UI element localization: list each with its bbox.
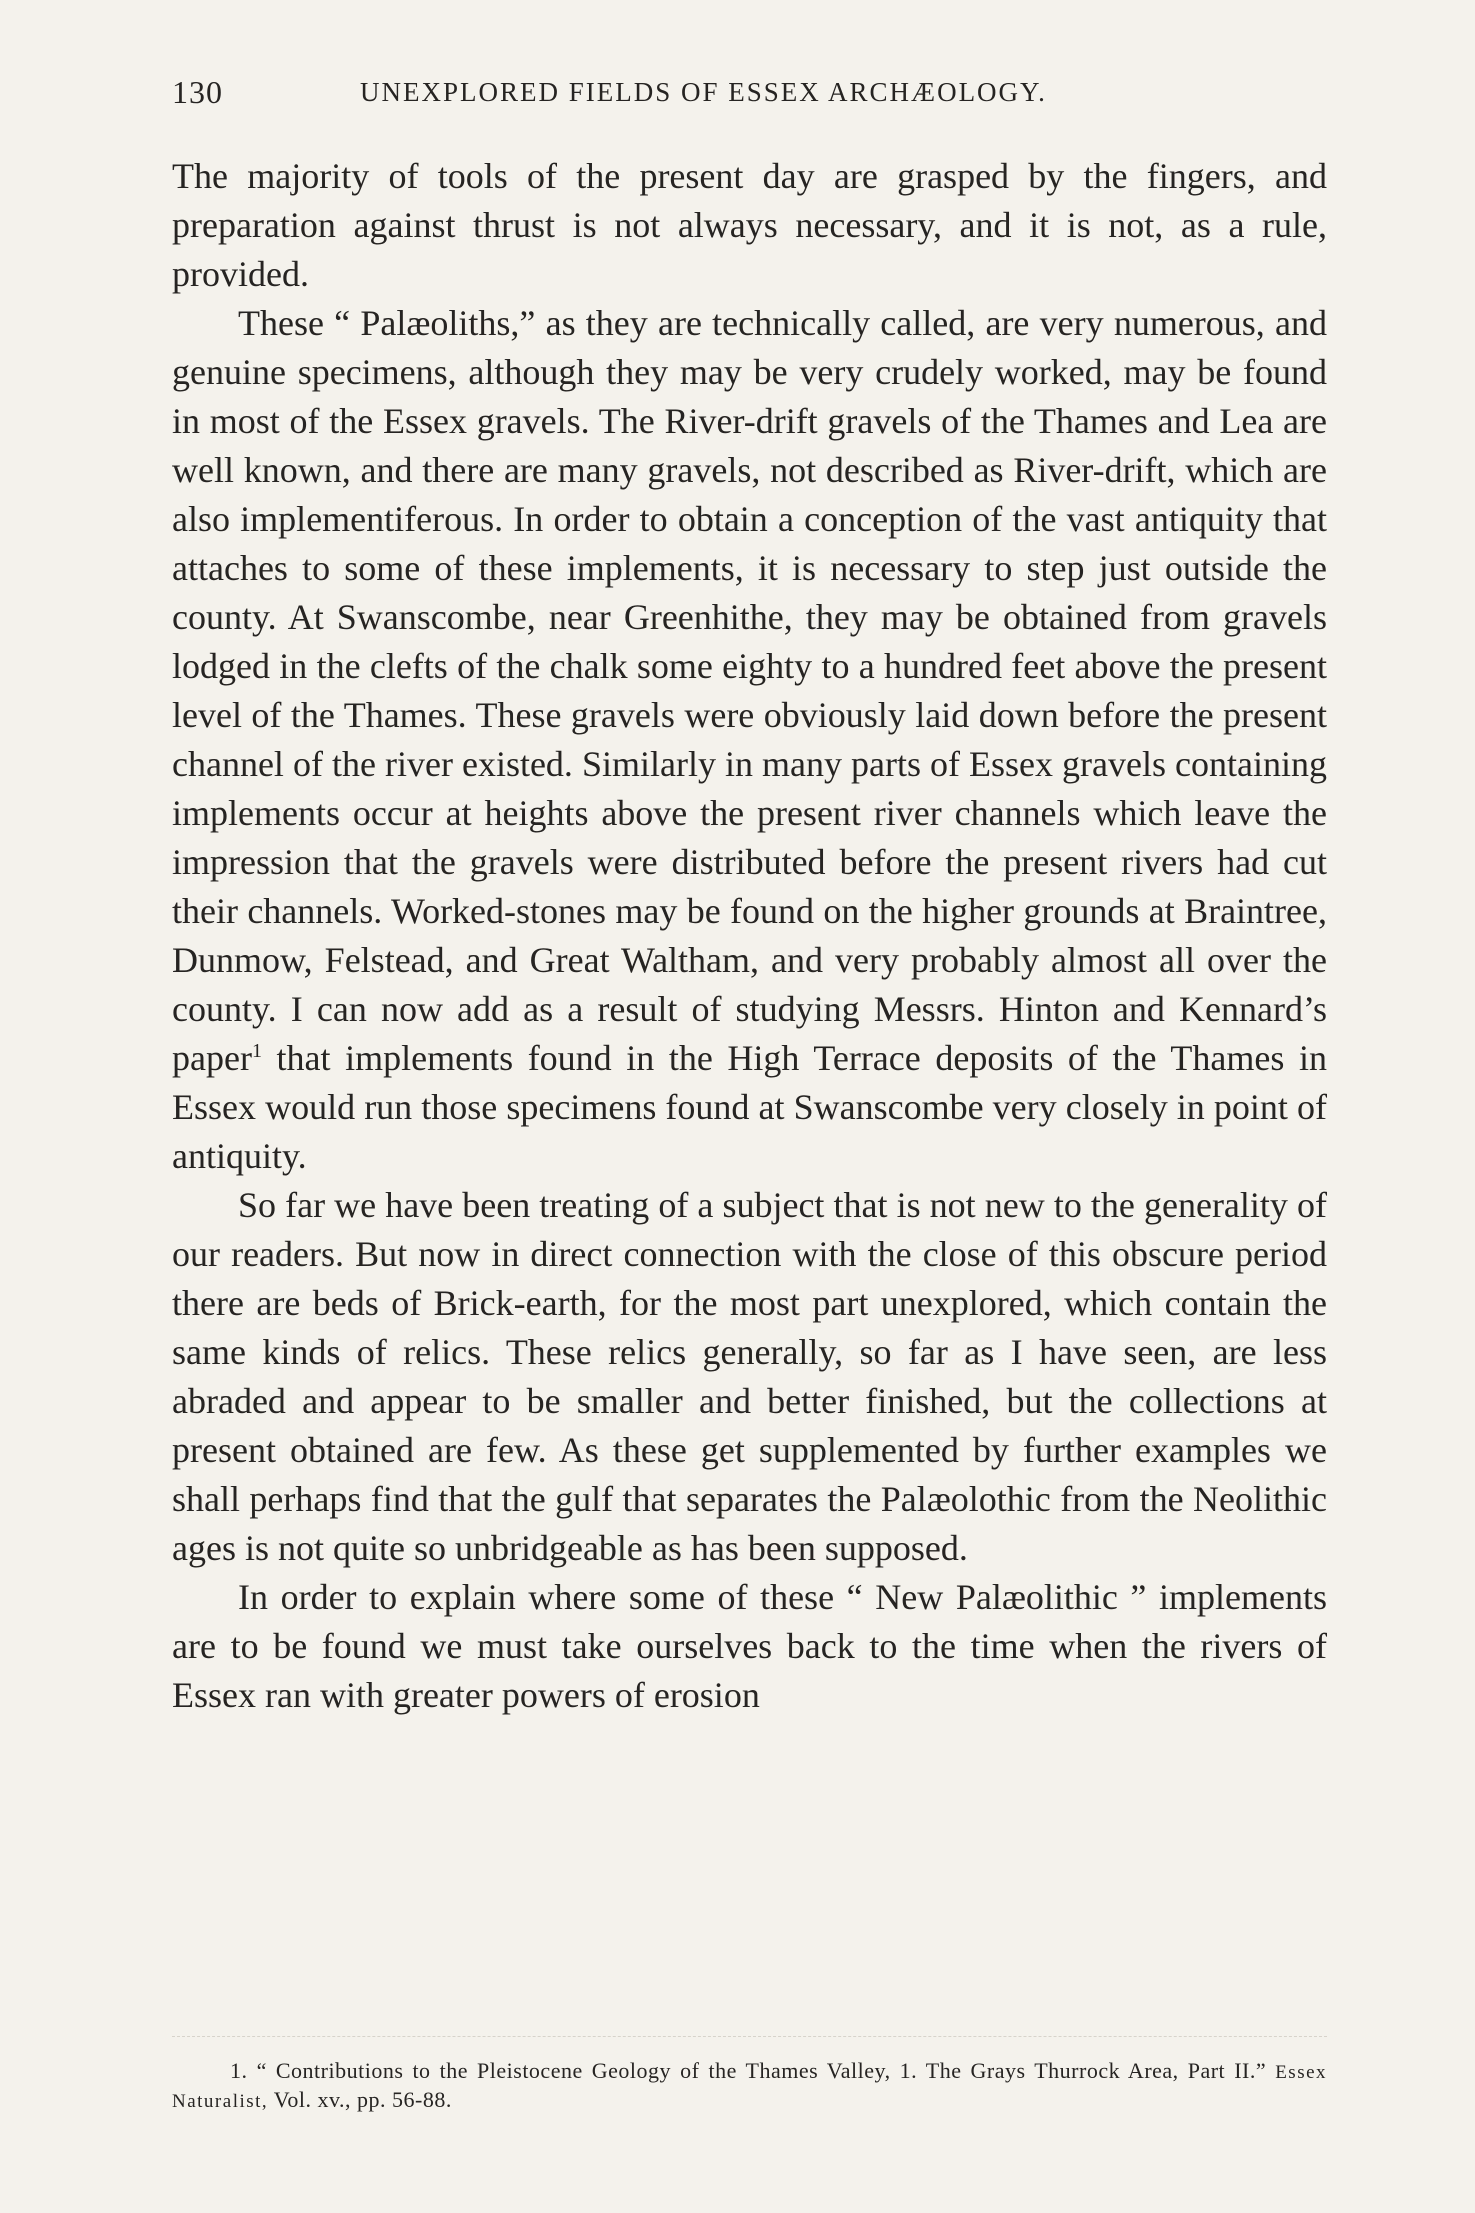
footnote-journal: Essex Naturalist, xyxy=(172,2062,1328,2112)
running-head-title: UNEXPLORED FIELDS OF ESSEX ARCHÆOLOGY. xyxy=(360,77,1047,107)
page-number: 130 xyxy=(172,74,223,110)
footnote-text: “ Contributions to the Pleistocene Geology of the Thames Valley, 1. The Grays Thurrock Area, Part II.” xyxy=(256,2058,1267,2083)
footnote-reference: 1 xyxy=(251,1040,262,1062)
paragraph-new-palaeolithic: In order to explain where some of these “ New Palæolithic ” implements are to be found we must take ourselves back to the time when the rivers of Essex ran with greater powers of erosion xyxy=(172,1577,1327,1715)
footnote-divider xyxy=(172,2036,1327,2037)
paragraph-continuation: The majority of tools of the present day are grasped by the fingers, and preparation against thrust is not always necessary, and it is not, as a rule, provided. xyxy=(172,156,1327,294)
paragraph-palaeoliths xyxy=(172,299,1327,1181)
body-text xyxy=(172,152,1327,1720)
paragraph-brick-earth: So far we have been treating of a subject that is not new to the generality of our readers. But now in direct connection with the close of this obscure period there are beds of Brick-earth, for the most part unexplored, which contain the same kinds of relics. These relics generally, so far as I have seen, are less abraded and appear to be smaller and better finished, but the collections at present obtained are few. As these get supplemented by further examples we shall perhaps find that the gulf that separates the Palæolothic from the Neolithic ages is not quite so unbridgeable as has been supposed. xyxy=(172,1185,1327,1568)
footnote xyxy=(172,2057,1327,2115)
footnote-marker: 1. xyxy=(230,2058,248,2083)
footnote-citation: Vol. xv., pp. 56-88. xyxy=(273,2087,452,2112)
paragraph-palaeoliths-text: These “ Palæoliths,” as they are technically called, are very numerous, and genuine specimens, although they may be very crudely worked, may be found in most of the Essex gravels. The River-drift gravels of the Thames and Lea are well known, and there are many gravels, not described as River-drift, which are also implementiferous. In order to obtain a conception of the vast antiquity that attaches to some of these implements, it is necessary to step just outside the county. At Swanscombe, near Greenhithe, they may be obtained from gravels lodged in the clefts of the chalk some eighty to a hundred feet above the present level of the Thames. These gravels were obviously laid down before the present channel of the river existed. Similarly in many parts of Essex gravels containing implements occur at heights above the present river channels which leave the impression that the gravels were distributed before the present rivers had cut their channels. Worked-stones may be found on the higher grounds at Braintree, Dunmow, Felstead, and Great Waltham, and very probably almost all over the county. I can now add as a result of studying Messrs. Hinton and Kennard’s paper xyxy=(172,303,1327,1078)
paragraph-palaeoliths-text-continued: that implements found in the High Terrace deposits of the Thames in Essex would run those specimens found at Swanscombe very closely in point of antiquity. xyxy=(172,1038,1327,1176)
running-head xyxy=(172,70,1332,114)
